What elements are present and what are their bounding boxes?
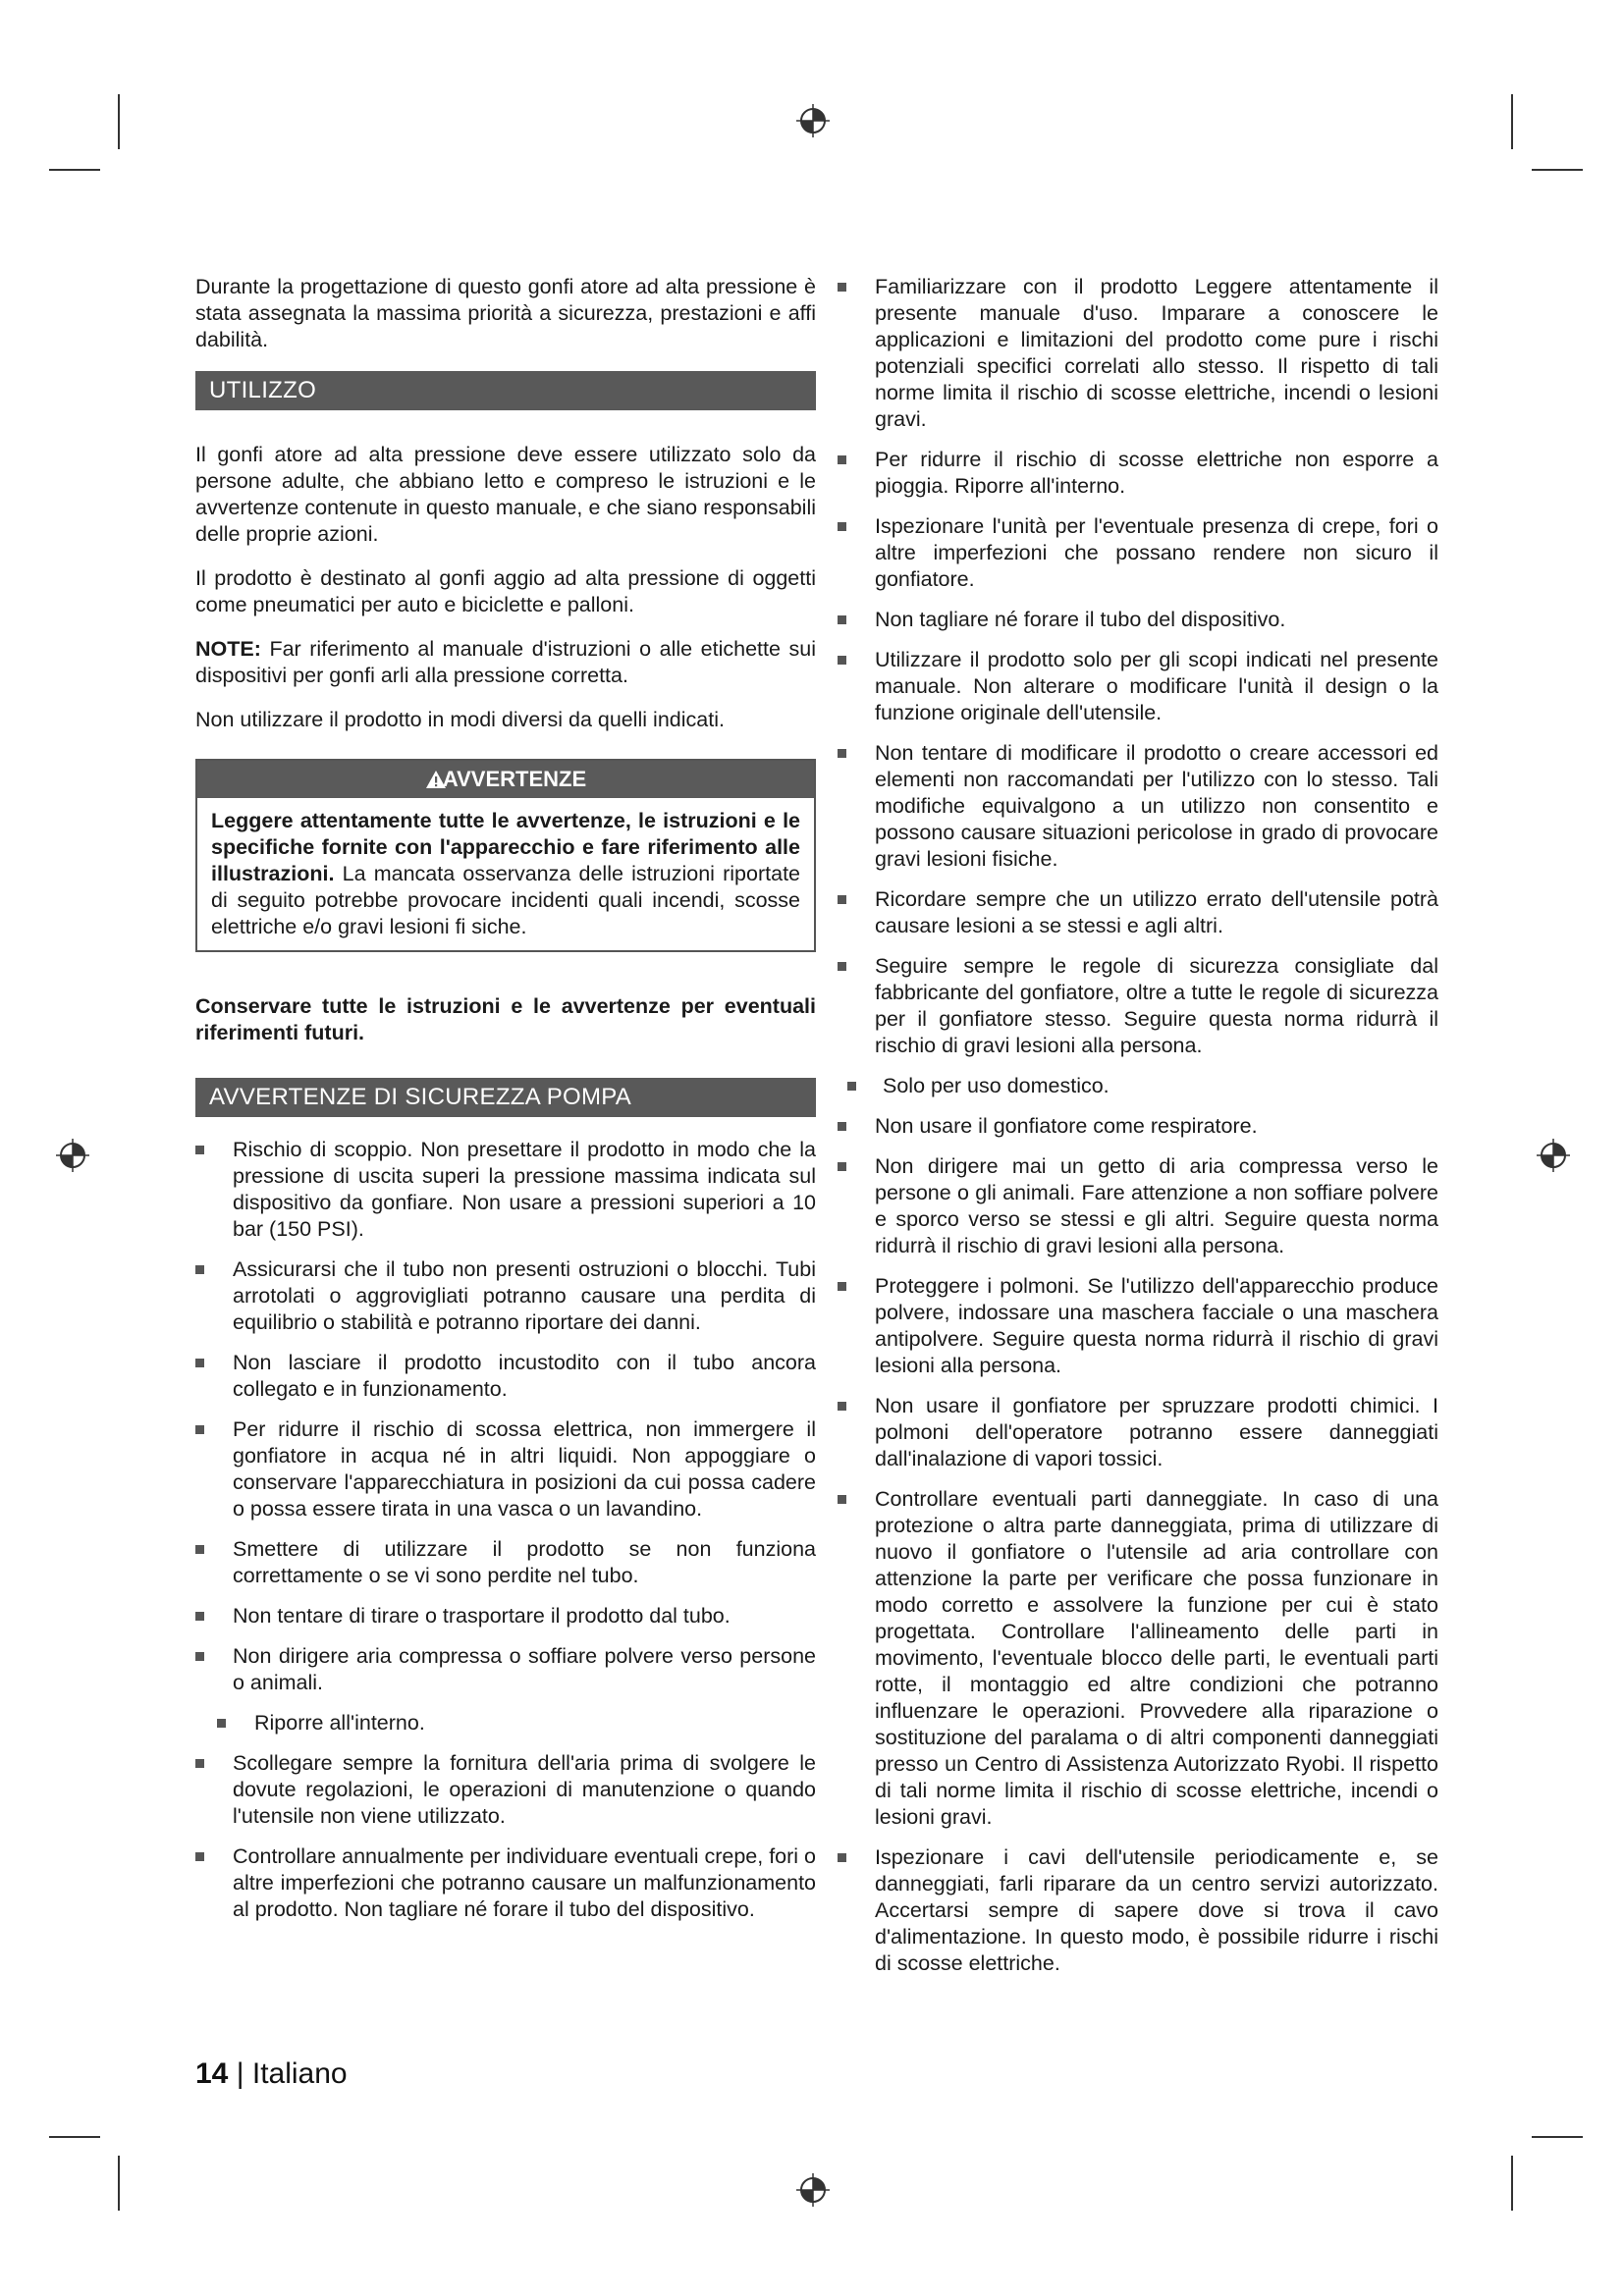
list-item: Familiarizzare con il prodotto Leggere attentamente il presente manuale d'uso. Imparare a conoscere le applicazioni e limitazioni del prodotto come pure i rischi potenziali specifici correlati allo stesso. Il rispetto di tali norme limita il rischio di scosse elettriche, incendi o lesioni gravi. [838,274,1438,433]
safety-list-continued [838,274,1438,1977]
list-item: Non usare il gonfiatore come respiratore. [838,1113,1438,1140]
utilizzo-heading: UTILIZZO [195,371,816,410]
page-number: 14 [195,2057,229,2090]
left-column [195,274,816,1937]
list-item: Ispezionare l'unità per l'eventuale presenza di crepe, fori o altre imperfezioni che possano rendere non sicuro il gonfiatore. [838,513,1438,593]
warning-bold-text: Leggere attentamente tutte le avvertenze, le istruzioni e le specifiche fornite con l'apparecchio e fare riferimento alle illustrazioni. [211,809,800,885]
utilizzo-paragraph: Il prodotto è destinato al gonfi aggio ad alta pressione di oggetti come pneumatici per auto e biciclette e palloni. [195,566,816,616]
list-item: Solo per uso domestico. [838,1073,1438,1099]
list-item: Utilizzare il prodotto solo per gli scopi indicati nel presente manuale. Non alterare o modificare l'unità il design o la funzione originale dell'utensile. [838,647,1438,726]
registration-mark-icon [794,2171,832,2209]
registration-mark-icon [794,102,832,139]
crop-mark [1511,94,1513,149]
footer-language: Italiano [251,2057,348,2090]
crop-mark [1511,2156,1513,2211]
list-item: Per ridurre il rischio di scossa elettrica, non immergere il gonfiatore in acqua né in altri liquidi. Non appoggiare o conservare l'apparecchiatura in posizioni da cui possa cadere o possa essere tirata in una vasca o un lavandino. [195,1416,816,1522]
warning-text: La mancata osservanza delle istruzioni riportate di seguito potrebbe provocare incidenti quali incendi, scosse elettriche e/o gravi lesioni fi siche. [211,862,800,938]
crop-mark [1532,2136,1583,2138]
crop-mark [49,2136,100,2138]
right-column [838,274,1438,1991]
safety-heading: AVVERTENZE DI SICUREZZA POMPA [195,1078,816,1117]
crop-mark [1532,169,1583,171]
note-label: NOTE: [195,637,261,661]
registration-mark-icon [54,1137,91,1174]
registration-mark-icon [1535,1137,1572,1174]
keep-instructions: Conservare tutte le istruzioni e le avvertenze per eventuali riferimenti futuri. [195,994,816,1044]
warning-box [195,759,816,952]
crop-mark [49,169,100,171]
note-paragraph [195,636,816,689]
list-item: Seguire sempre le regole di sicurezza consigliate dal fabbricante del gonfiatore, oltre a tutte le regole di sicurezza per il gonfiatore stesso. Seguire questa norma ridurrà il rischio di gravi lesioni alla persona. [838,953,1438,1059]
warning-box-body [197,798,814,950]
intro-paragraph: Durante la progettazione di questo gonfi atore ad alta pressione è stata assegnata la massima priorità a sicurezza, prestazioni e affi dabilità. [195,275,816,351]
crop-mark [118,94,120,149]
safety-list [195,1137,816,1923]
list-item: Non dirigere mai un getto di aria compressa verso le persone o gli animali. Fare attenzione a non soffiare polvere e sporco verso se stessi e gli altri. Seguire questa norma ridurrà il rischio di gravi lesioni alla persona. [838,1153,1438,1259]
list-item: Smettere di utilizzare il prodotto se non funziona correttamente o se vi sono perdite nel tubo. [195,1536,816,1589]
list-item: Non tentare di tirare o trasportare il prodotto dal tubo. [195,1603,816,1629]
warning-box-title: AVVERTENZE [442,767,587,791]
list-item: Controllare eventuali parti danneggiate. In caso di una protezione o altra parte danneggiata, prima di utilizzare di nuovo il gonfiatore o l'utensile ad aria controllare con attenzione la parte per verificare che possa funzionare in modo corretto e assolvere la funzione per cui è stato progettata. Controllare l'allineamento delle parti in movimento, l'eventuale blocco delle parti, le eventuali parti rotte, il montaggio ed altre condizioni che potranno influenzare le operazioni. Provvedere alla riparazione o sostituzione del paralama o di altri componenti danneggiati presso un Centro di Assistenza Autorizzato Ryobi. Il rispetto di tali norme limita il rischio di scosse elettriche, incendi o lesioni gravi. [838,1486,1438,1831]
list-item: Non dirigere aria compressa o soffiare polvere verso persone o animali. [195,1643,816,1696]
list-item: Riporre all'interno. [195,1710,816,1736]
list-item: Non tagliare né forare il tubo del dispositivo. [838,607,1438,633]
list-item: Controllare annualmente per individuare eventuali crepe, fori o altre imperfezioni che potranno causare un malfunzionamento al prodotto. Non tagliare né forare il tubo del dispositivo. [195,1843,816,1923]
list-item: Ricordare sempre che un utilizzo errato dell'utensile potrà causare lesioni a se stessi e agli altri. [838,886,1438,939]
list-item: Proteggere i polmoni. Se l'utilizzo dell'apparecchio produce polvere, indossare una maschera facciale o una maschera antipolvere. Seguire questa norma ridurrà il rischio di gravi lesioni alla persona. [838,1273,1438,1379]
page-footer [195,2057,348,2091]
footer-separator: | [236,2057,244,2090]
list-item: Non usare il gonfiatore per spruzzare prodotti chimici. I polmoni dell'operatore potranno essere danneggiati dall'inalazione di vapori tossici. [838,1393,1438,1472]
list-item: Non lasciare il prodotto incustodito con il tubo ancora collegato e in funzionamento. [195,1350,816,1403]
crop-mark [118,2156,120,2211]
warning-box-header [197,761,814,798]
list-item: Scollegare sempre la fornitura dell'aria prima di svolgere le dovute regolazioni, le operazioni di manutenzione o quando l'utensile non viene utilizzato. [195,1750,816,1830]
list-item: Assicurarsi che il tubo non presenti ostruzioni o blocchi. Tubi arrotolati o aggrovigliati potranno causare una perdita di equilibrio o stabilità e potranno riportare dei danni. [195,1256,816,1336]
list-item: Non tentare di modificare il prodotto o creare accessori ed elementi non raccomandati per l'utilizzo con lo stesso. Tali modifiche equivalgono a un utilizzo non consentito e possono causare situazioni pericolose in grado di provocare gravi lesioni fisiche. [838,740,1438,873]
list-item: Rischio di scoppio. Non presettare il prodotto in modo che la pressione di uscita superi la pressione massima indicata sul dispositivo da gonfiare. Non usare a pressioni superiori a 10 bar (150 PSI). [195,1137,816,1243]
list-item: Ispezionare i cavi dell'utensile periodicamente e, se danneggiati, farli riparare da un centro servizi autorizzato. Accertarsi sempre di sapere dove si trova il cavo d'alimentazione. In questo modo, è possibile ridurre i rischi di scosse elettriche. [838,1844,1438,1977]
note-text: Far riferimento al manuale d'istruzioni o alle etichette sui dispositivi per gonfi arli alla pressione corretta. [195,637,816,687]
utilizzo-paragraph: Il gonfi atore ad alta pressione deve essere utilizzato solo da persone adulte, che abbiano letto e compreso le istruzioni e le avvertenze contenute in questo manuale, e che siano responsabili delle proprie azioni. [195,443,816,546]
utilizzo-paragraph: Non utilizzare il prodotto in modi diversi da quelli indicati. [195,708,725,731]
list-item: Per ridurre il rischio di scosse elettriche non esporre a pioggia. Riporre all'interno. [838,447,1438,500]
